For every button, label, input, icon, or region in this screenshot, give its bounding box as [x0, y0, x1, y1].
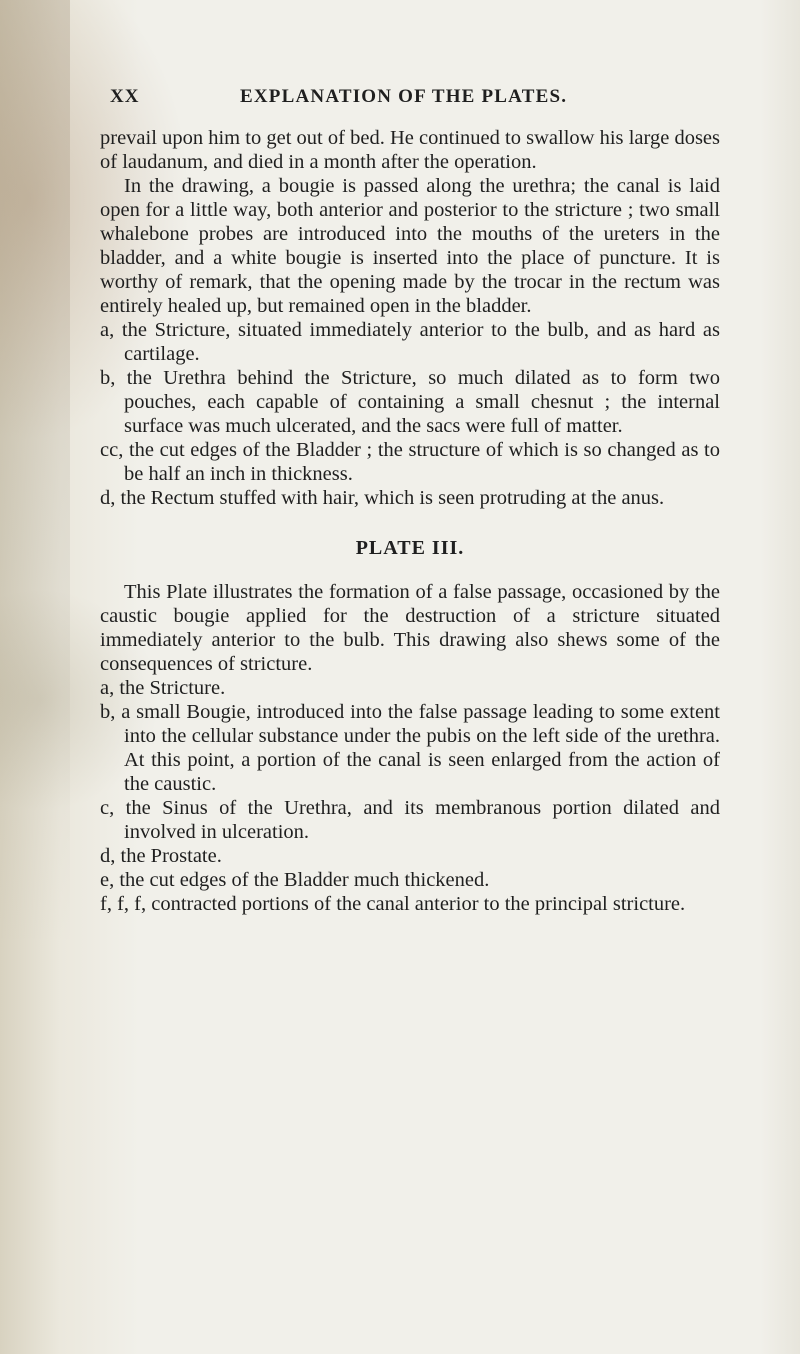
body-text [100, 126, 720, 916]
page-edge-stain [0, 0, 70, 1354]
legend-item-a: a, the Stricture, situated immediately anterior to the bulb, and as hard as cartilage. [100, 319, 720, 365]
page-number: XX [110, 86, 140, 107]
continuation-paragraph: prevail upon him to get out of bed. He continued to swallow his large doses of laudanum, and died in a month after the operation. [100, 127, 720, 173]
legend-item-cc: cc, the cut edges of the Bladder ; the structure of which is so changed as to be half an inch in thickness. [100, 439, 720, 485]
plate-item-b: b, a small Bougie, introduced into the false passage leading to some extent into the cellular substance under the pubis on the left side of the urethra. At this point, a portion of the canal is seen enlarged from the action of the caustic. [100, 701, 720, 795]
plate-item-c: c, the Sinus of the Urethra, and its membranous portion dilated and involved in ulceration. [100, 797, 720, 843]
drawing-description: In the drawing, a bougie is passed along the urethra; the canal is laid open for a little way, both anterior and posterior to the stricture ; two small whalebone probes are introduced into the mouths of the ureters in the bladder, and a white bougie is inserted into the place of puncture. It is worthy of remark, that the opening made by the trocar in the rectum was entirely healed up, but remained open in the bladder. [100, 175, 720, 317]
legend-item-d: d, the Rectum stuffed with hair, which is seen protruding at the anus. [100, 487, 665, 509]
plate-item-f: f, f, f, contracted portions of the canal anterior to the principal stricture. [100, 893, 686, 915]
plate-heading: PLATE III. [355, 537, 465, 559]
plate-item-d: d, the Prostate. [100, 845, 222, 867]
plate-item-e: e, the cut edges of the Bladder much thickened. [100, 869, 490, 891]
plate-description: This Plate illustrates the formation of a false passage, occasioned by the caustic bougie applied for the destruction of a stricture situated immediately anterior to the bulb. This drawing also shews some of the consequences of stricture. [100, 581, 720, 675]
running-title: EXPLANATION OF THE PLATES. [240, 86, 568, 107]
plate-item-a: a, the Stricture. [100, 677, 226, 699]
legend-item-b: b, the Urethra behind the Stricture, so much dilated as to form two pouches, each capable of containing a small chesnut ; the internal surface was much ulcerated, and the sacs were full of matter. [100, 367, 720, 437]
